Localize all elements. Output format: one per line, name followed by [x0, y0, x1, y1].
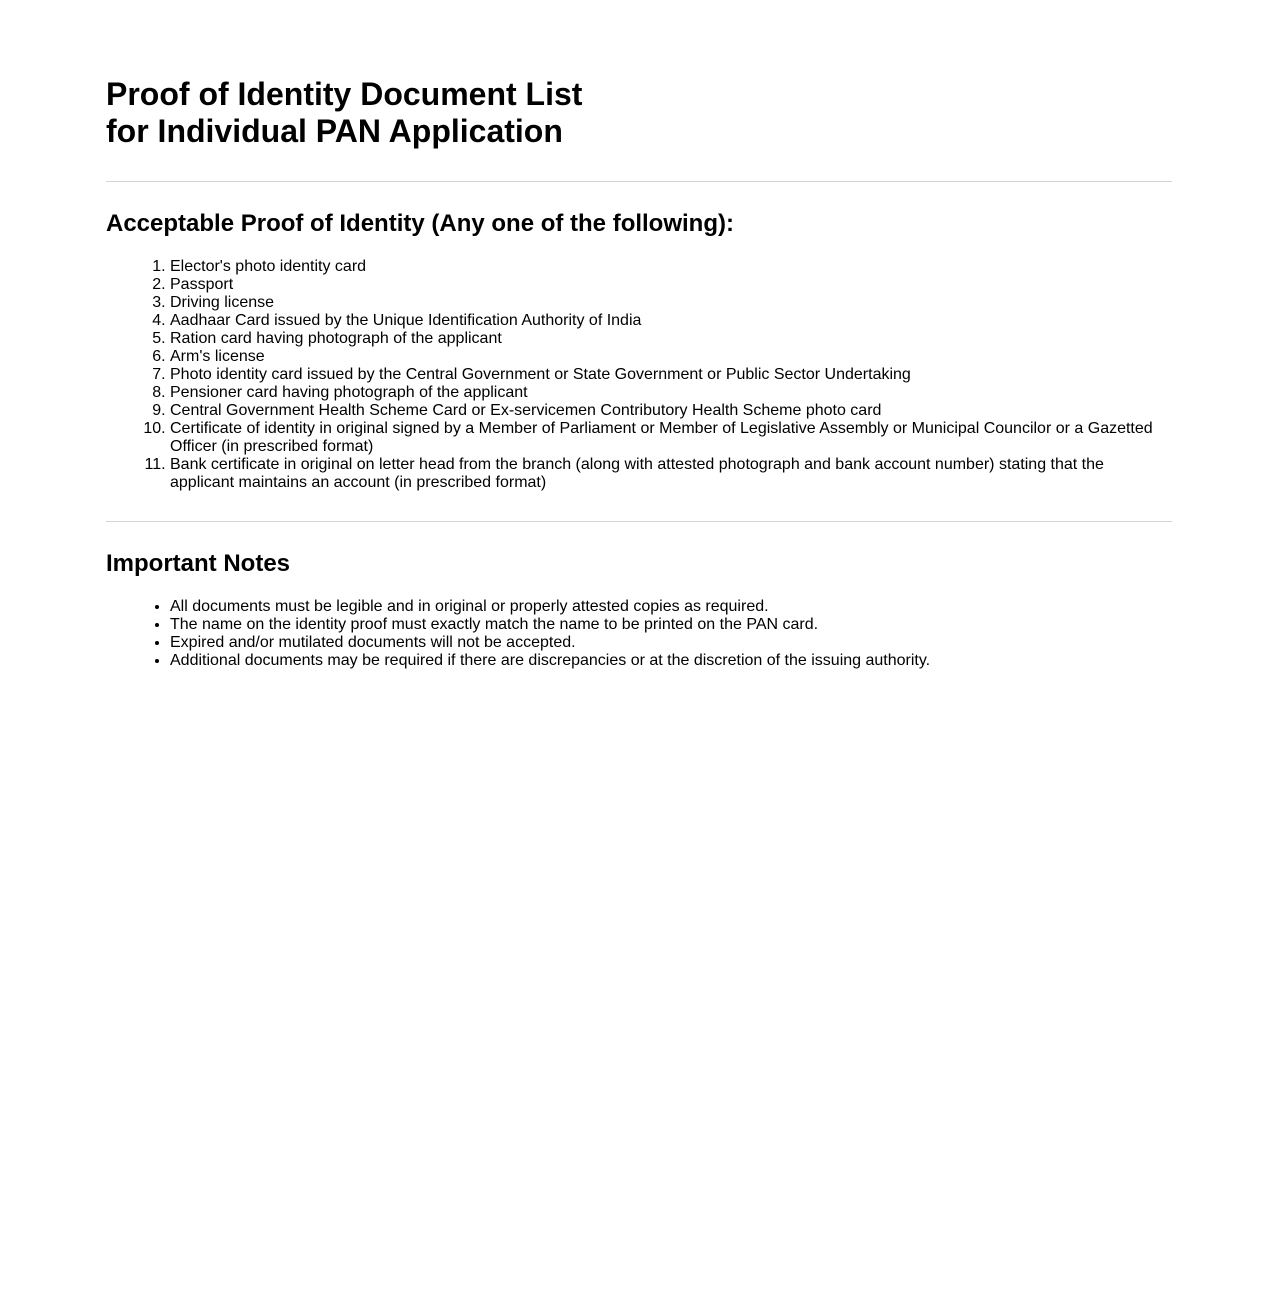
- identity-document-list: [106, 258, 1172, 492]
- notes-section-heading: Important Notes: [106, 550, 291, 577]
- identity-section-heading: Acceptable Proof of Identity (Any one of the following):: [106, 210, 734, 237]
- identity-document-item: 5. Ration card having photograph of the applicant: [170, 330, 1172, 348]
- notes-list: [106, 598, 1172, 670]
- identity-document-item: 11. Bank certificate in original on letter head from the branch (along with attested photograph and bank account number) stating that the applicant maintains an account (in prescribed format): [170, 456, 1172, 492]
- identity-section: [106, 209, 1172, 492]
- title-line-1: Proof of Identity Document List: [106, 76, 583, 112]
- identity-document-item: 1. Elector's photo identity card: [170, 258, 1172, 276]
- identity-document-item: 8. Pensioner card having photograph of the applicant: [170, 384, 1172, 402]
- identity-document-item: 10. Certificate of identity in original signed by a Member of Parliament or Member of Legislative Assembly or Municipal Councilor or a Gazetted Officer (in prescribed format): [170, 420, 1172, 456]
- identity-document-item: 6. Arm's license: [170, 348, 1172, 366]
- note-item: • All documents must be legible and in original or properly attested copies as required.: [170, 598, 1172, 616]
- note-item: • The name on the identity proof must exactly match the name to be printed on the PAN card.: [170, 616, 1172, 634]
- notes-section: [106, 549, 1172, 670]
- identity-document-item: 9. Central Government Health Scheme Card or Ex-servicemen Contributory Health Scheme photo card: [170, 402, 1172, 420]
- section-divider: [106, 181, 1172, 182]
- note-item: • Additional documents may be required if there are discrepancies or at the discretion of the issuing authority.: [170, 652, 1172, 670]
- section-divider: [106, 521, 1172, 522]
- identity-document-item: 7. Photo identity card issued by the Central Government or State Government or Public Sector Undertaking: [170, 366, 1172, 384]
- identity-document-item: 4. Aadhaar Card issued by the Unique Identification Authority of India: [170, 312, 1172, 330]
- title-line-2: for Individual PAN Application: [106, 113, 563, 149]
- document-title: [106, 76, 1172, 150]
- identity-document-item: 3. Driving license: [170, 294, 1172, 312]
- identity-document-item: 2. Passport: [170, 276, 1172, 294]
- note-item: • Expired and/or mutilated documents will not be accepted.: [170, 634, 1172, 652]
